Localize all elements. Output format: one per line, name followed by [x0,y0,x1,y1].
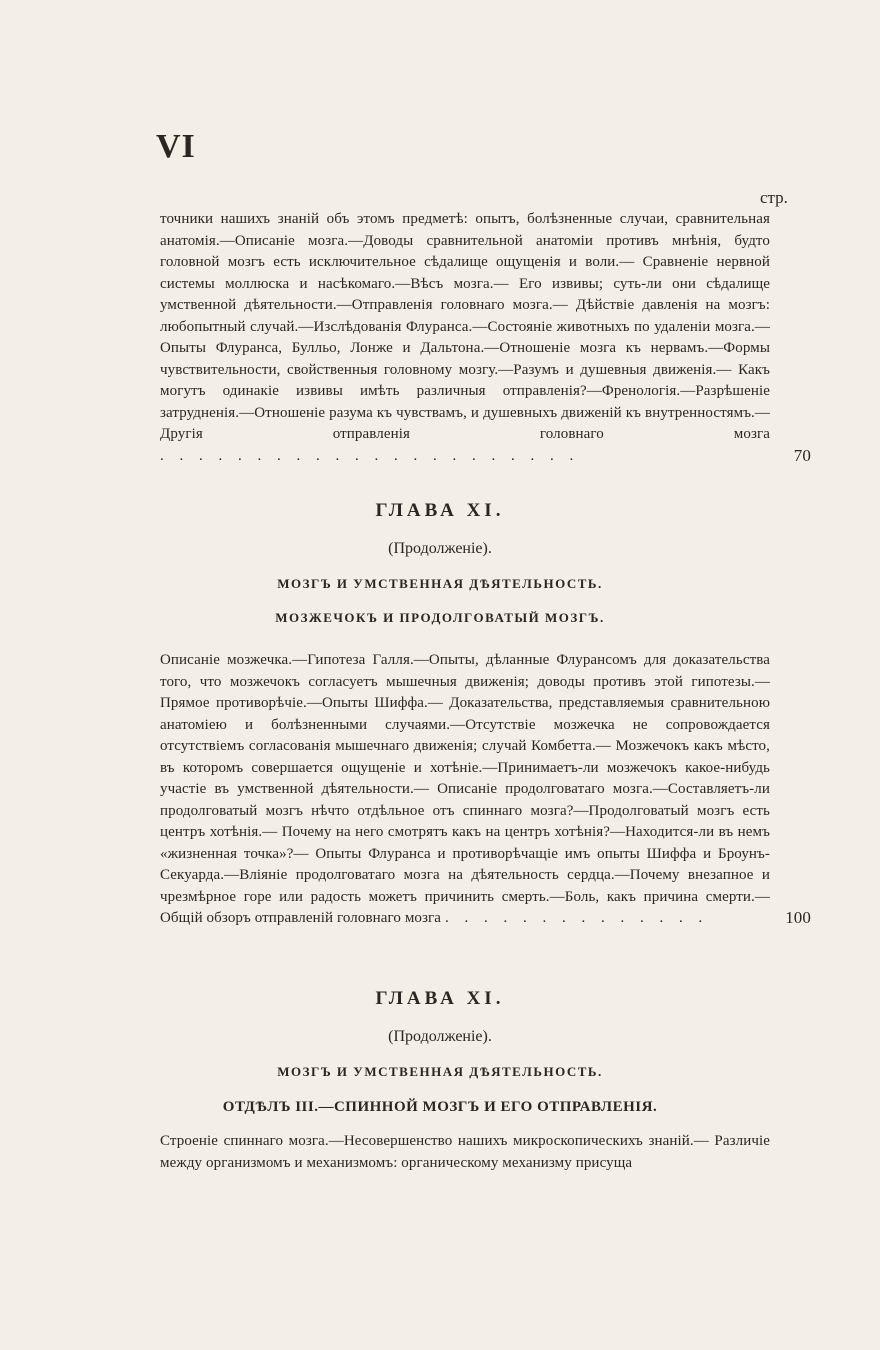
toc-entry-3 [160,1131,770,1174]
entry-page-number: 100 [785,908,811,927]
chapter-subtitle: (Продолженіе). [388,1028,492,1045]
dot-leader: . . . . . . . . . . . . . . [444,910,709,926]
chapter-title: ГЛАВА XI. [375,988,505,1009]
page-column-label: стр. [760,188,788,207]
entry-text: Описаніе мозжечка.—Гипотеза Галля.—Опыты, дѣланные Флурансомъ для доказательства того, что мозжечокъ согласуетъ мышечныя движенія; доводы противъ этой гипотезы.—Прямое противорѣчіе.—Опыты Шиффа.— Доказательства, представляемыя сравнительною анатоміею и болѣзненными случаями.—Отсутствіе мозжечка не сопровождается отсутствіемъ согласованія мышечнаго движенія; случай Комбетта.— Мозжечокъ какъ мѣсто, въ которомъ совершается ощущеніе и хотѣніе.—Принимаетъ-ли мозжечокъ какое-нибудь участіе въ умственной дѣятельности.— Описаніе продолговатаго мозга.—Составляетъ-ли продолговатый мозгъ нѣчто отдѣльное отъ спиннаго мозга?—Продолговатый мозгъ есть центръ хотѣнія.— Почему на него смотрятъ какъ на центръ хотѣнія?—Находится-ли въ немъ «жизненная точка»?— Опыты Флуранса и противорѣчащіе имъ опыты Шиффа и Броунъ-Секуарда.—Вліяніе продолговатаго мозга на дѣятельность сердца.—Почему внезапное и чрезмѣрное горе или радость можетъ причинить смерть.—Боль, какъ причина смерти.— Общій обзоръ отправленій головнаго мозга [160,652,770,926]
chapter-heading: МОЗГЪ И УМСТВЕННАЯ ДѢЯТЕЛЬНОСТЬ. [277,576,603,591]
chapter-subtitle: (Продолженіе). [388,540,492,557]
chapter-title: ГЛАВА XI. [375,500,505,521]
entry-text: точники нашихъ знаній объ этомъ предметѣ: опытъ, болѣзненные случаи, сравнительная анатомія.—Описаніе мозга.—Доводы сравнительной анатоміи противъ мнѣнія, будто головной мозгъ есть исключительное сѣдалище ощущенія и воли.— Сравненіе нервной системы моллюска и насѣкомаго.—Вѣсъ мозга.— Его извивы; суть-ли они сѣдалище умственной дѣятельности.—Отправленія головнаго мозга.— Дѣйствіе давленія на мозгъ: любопытный случай.—Изслѣдованія Флуранса.—Состояніе животныхъ по удаленіи мозга.—Опыты Флуранса, Булльо, Лонже и Дальтона.—Отношеніе мозга къ нервамъ.—Формы чувствительности, свойственныя головному мозгу.—Разумъ и душевныя движенія.— Какъ могутъ одинакіе извивы имѣть различныя отправленія?—Френологія.—Разрѣшеніе затрудненія.—Отношеніе разума къ чувствамъ, и душевныхъ движеній къ внутренностямъ.—Другія отправленія головнаго мозга [160,211,770,442]
toc-entry-2 [160,650,811,930]
chapter-heading: МОЗГЪ И УМСТВЕННАЯ ДѢЯТЕЛЬНОСТЬ. [277,1064,603,1079]
toc-entry-1 [160,209,811,467]
page-number: VI [156,128,196,165]
entry-page-number: 70 [793,445,811,465]
chapter-subheading: МОЗЖЕЧОКЪ И ПРОДОЛГОВАТЫЙ МОЗГЪ. [275,610,605,625]
dot-leader: . . . . . . . . . . . . . . . . . . . . . . [160,447,580,464]
section-title: ОТДѢЛЪ III.—СПИННОЙ МОЗГЪ И ЕГО ОТПРАВЛЕНІЯ. [222,1099,658,1115]
entry-text: Строеніе спиннаго мозга.—Несовершенство нашихъ микроскопическихъ знаній.— Различіе между организмомъ и механизмомъ: органическому механизму присуща [160,1133,770,1171]
